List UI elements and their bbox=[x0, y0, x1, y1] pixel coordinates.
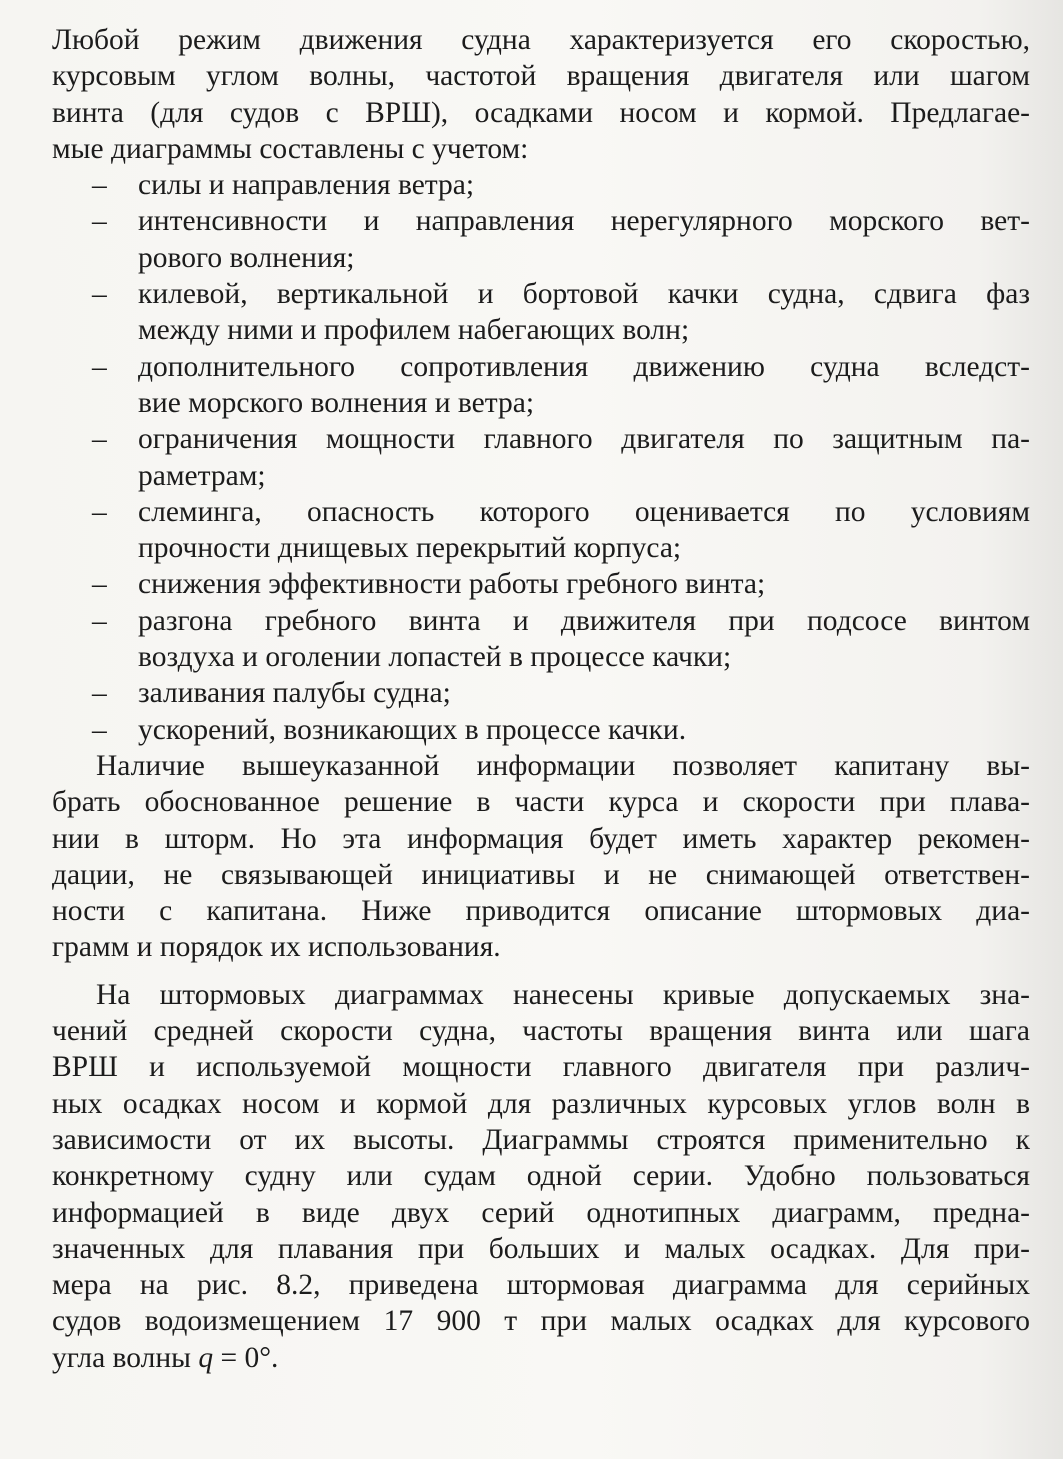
list-item bbox=[52, 603, 1030, 676]
dash-marker: – bbox=[92, 677, 107, 710]
text-line: На штормовых диаграммах нанесены кривые допускаемых зна- bbox=[96, 978, 1030, 1011]
dash-marker: – bbox=[92, 169, 107, 202]
text-line: – ограничения мощности главного двигателя по защитным па- bbox=[52, 421, 1030, 457]
text-line: вие морского волнения и ветра; bbox=[138, 386, 535, 419]
list-item bbox=[52, 494, 1030, 567]
text-line: раметрам; bbox=[138, 459, 266, 492]
list-item bbox=[52, 203, 1030, 276]
dash-marker: – bbox=[92, 350, 107, 383]
paragraph-information bbox=[52, 748, 1030, 966]
text-line: курсовым углом волны, частотой вращения двигателя или шагом bbox=[52, 60, 1030, 93]
text-line: Любой режим движения судна характеризуется его скоростью, bbox=[52, 24, 1030, 56]
list-item bbox=[52, 349, 1030, 422]
text-line: мера на рис. 8.2, приведена штормовая диаграмма для серийных bbox=[52, 1269, 1030, 1302]
text-line: – заливания палубы судна; bbox=[52, 675, 1030, 711]
text-line: Наличие вышеуказанной информации позволяет капитану вы- bbox=[96, 749, 1030, 782]
text-line: значенных для плавания при больших и малых осадках. Для при- bbox=[52, 1232, 1030, 1265]
list-item bbox=[52, 276, 1030, 349]
wave-angle-variable: q bbox=[198, 1341, 214, 1374]
paragraph-gap bbox=[52, 966, 1030, 977]
text-line: нии в шторм. Но эта информация будет иметь характер рекомен- bbox=[52, 822, 1030, 855]
dash-marker: – bbox=[92, 423, 107, 456]
text-line: – килевой, вертикальной и бортовой качки судна, сдвига фаз bbox=[52, 276, 1030, 312]
text-line: мые диаграммы составлены с учетом: bbox=[52, 132, 529, 165]
paragraph-diagrams bbox=[52, 977, 1030, 1376]
text-line: винта (для судов с ВРШ), осадками носом и кормой. Предлагае- bbox=[52, 96, 1030, 129]
dash-marker: – bbox=[92, 604, 107, 637]
list-item bbox=[52, 566, 1030, 602]
final-prefix: угла волны bbox=[52, 1341, 199, 1374]
text-line: грамм и порядок их использования. bbox=[52, 931, 501, 964]
text-line: – разгона гребного винта и движителя при подсосе винтом bbox=[52, 603, 1030, 639]
list-item bbox=[52, 421, 1030, 494]
list-item bbox=[52, 167, 1030, 203]
text-line: между ними и профилем набегающих волн; bbox=[138, 314, 690, 347]
list-item bbox=[52, 712, 1030, 748]
text-line: ных осадках носом и кормой для различных курсовых углов волн в bbox=[52, 1087, 1030, 1120]
dash-marker: – bbox=[92, 713, 107, 746]
factor-list bbox=[52, 167, 1030, 748]
list-item bbox=[52, 675, 1030, 711]
text-line: рового волнения; bbox=[138, 241, 355, 274]
paragraph-intro bbox=[52, 22, 1030, 167]
text-line: ВРШ и используемой мощности главного двигателя при различ- bbox=[52, 1051, 1030, 1084]
text-line: конкретному судну или судам одной серии. Удобно пользоваться bbox=[52, 1160, 1030, 1193]
text-line: ности с капитана. Ниже приводится описание штормовых диа- bbox=[52, 895, 1030, 928]
dash-marker: – bbox=[92, 278, 107, 311]
text-line: воздуха и оголении лопастей в процессе качки; bbox=[138, 641, 732, 674]
text-line: брать обоснованное решение в части курса и скорости при плава- bbox=[52, 786, 1030, 819]
text-line-final bbox=[52, 1340, 1030, 1376]
text-line: чений средней скорости судна, частоты вращения винта или шага bbox=[52, 1015, 1030, 1048]
dash-marker: – bbox=[92, 495, 107, 528]
text-line: – дополнительного сопротивления движению судна вследст- bbox=[52, 349, 1030, 385]
text-line: судов водоизмещением 17 900 т при малых осадках для курсового bbox=[52, 1305, 1030, 1338]
text-line: дации, не связывающей инициативы и не снимающей ответствен- bbox=[52, 858, 1030, 891]
body-text bbox=[52, 22, 1030, 1376]
text-line: – снижения эффективности работы гребного винта; bbox=[52, 566, 1030, 602]
text-line: информацией в виде двух серий однотипных диаграмм, предна- bbox=[52, 1196, 1030, 1229]
final-suffix: = 0°. bbox=[213, 1341, 279, 1374]
text-line: прочности днищевых перекрытий корпуса; bbox=[138, 532, 682, 565]
text-line: – интенсивности и направления нерегулярного морского вет- bbox=[52, 203, 1030, 239]
text-line: – ускорений, возникающих в процессе качки. bbox=[52, 712, 1030, 748]
dash-marker: – bbox=[92, 568, 107, 601]
dash-marker: – bbox=[92, 205, 107, 238]
text-line: зависимости от их высоты. Диаграммы строятся применительно к bbox=[52, 1123, 1030, 1156]
text-line: – слеминга, опасность которого оценивается по условиям bbox=[52, 494, 1030, 530]
text-line: – силы и направления ветра; bbox=[52, 167, 1030, 203]
